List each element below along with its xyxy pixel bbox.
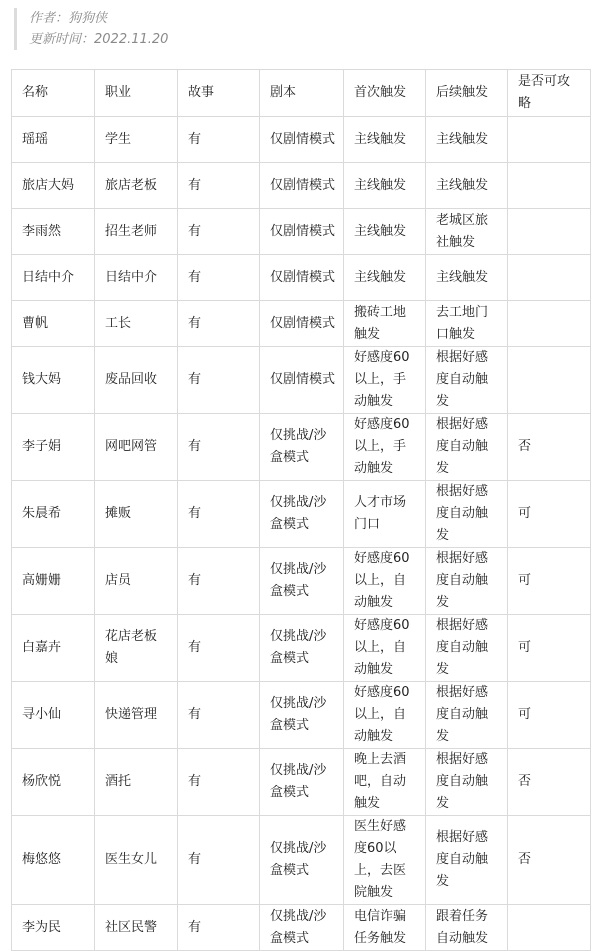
cell-script: 仅挑战/沙盒模式 — [260, 548, 344, 615]
cell-first-trigger: 人才市场门口 — [344, 481, 426, 548]
header-first-trigger: 首次触发 — [344, 70, 426, 117]
cell-name: 白嘉卉 — [12, 615, 95, 682]
table-row — [12, 749, 591, 816]
cell-job: 花店老板娘 — [95, 615, 178, 682]
cell-script: 仅挑战/沙盒模式 — [260, 749, 344, 816]
cell-first-trigger: 好感度60以上，手动触发 — [344, 347, 426, 414]
cell-script: 仅挑战/沙盒模式 — [260, 481, 344, 548]
cell-later-trigger: 去工地门口触发 — [426, 301, 508, 347]
cell-first-trigger: 搬砖工地触发 — [344, 301, 426, 347]
cell-romanceable: 可 — [508, 481, 591, 548]
cell-script: 仅剧情模式 — [260, 163, 344, 209]
table-row — [12, 481, 591, 548]
cell-name: 旅店大妈 — [12, 163, 95, 209]
cell-name: 朱晨希 — [12, 481, 95, 548]
cell-first-trigger: 晚上去酒吧，自动触发 — [344, 749, 426, 816]
cell-script: 仅剧情模式 — [260, 209, 344, 255]
cell-romanceable: 否 — [508, 816, 591, 905]
table-row — [12, 347, 591, 414]
cell-romanceable — [508, 209, 591, 255]
cell-story: 有 — [178, 163, 260, 209]
cell-later-trigger: 根据好感度自动触发 — [426, 347, 508, 414]
cell-job: 招生老师 — [95, 209, 178, 255]
cell-story: 有 — [178, 816, 260, 905]
cell-first-trigger: 主线触发 — [344, 117, 426, 163]
table-row — [12, 682, 591, 749]
cell-job: 摊贩 — [95, 481, 178, 548]
cell-story: 有 — [178, 905, 260, 951]
cell-story: 有 — [178, 347, 260, 414]
cell-romanceable: 否 — [508, 414, 591, 481]
cell-first-trigger: 主线触发 — [344, 255, 426, 301]
cell-script: 仅挑战/沙盒模式 — [260, 414, 344, 481]
cell-later-trigger: 根据好感度自动触发 — [426, 682, 508, 749]
header-job: 职业 — [95, 70, 178, 117]
table-row — [12, 548, 591, 615]
header-name: 名称 — [12, 70, 95, 117]
cell-job: 废品回收 — [95, 347, 178, 414]
cell-name: 李为民 — [12, 905, 95, 951]
cell-job: 学生 — [95, 117, 178, 163]
cell-first-trigger: 主线触发 — [344, 209, 426, 255]
cell-job: 快递管理 — [95, 682, 178, 749]
character-table — [11, 69, 591, 951]
table-row — [12, 816, 591, 905]
header-later-trigger: 后续触发 — [426, 70, 508, 117]
table-row — [12, 301, 591, 347]
cell-romanceable: 可 — [508, 682, 591, 749]
table-row — [12, 117, 591, 163]
table-row — [12, 163, 591, 209]
cell-story: 有 — [178, 209, 260, 255]
cell-name: 李子娟 — [12, 414, 95, 481]
cell-first-trigger: 好感度60以上，自动触发 — [344, 615, 426, 682]
table-row — [12, 615, 591, 682]
cell-name: 钱大妈 — [12, 347, 95, 414]
header-script: 剧本 — [260, 70, 344, 117]
author-line: 作者：狗狗侠 — [29, 11, 108, 26]
cell-story: 有 — [178, 414, 260, 481]
cell-script: 仅挑战/沙盒模式 — [260, 905, 344, 951]
cell-first-trigger: 主线触发 — [344, 163, 426, 209]
cell-story: 有 — [178, 548, 260, 615]
cell-name: 高姗姗 — [12, 548, 95, 615]
cell-romanceable: 可 — [508, 548, 591, 615]
cell-name: 杨欣悦 — [12, 749, 95, 816]
cell-story: 有 — [178, 301, 260, 347]
cell-story: 有 — [178, 481, 260, 548]
cell-later-trigger: 跟着任务自动触发 — [426, 905, 508, 951]
cell-first-trigger: 好感度60以上，自动触发 — [344, 682, 426, 749]
cell-name: 寻小仙 — [12, 682, 95, 749]
cell-script: 仅剧情模式 — [260, 117, 344, 163]
cell-job: 旅店老板 — [95, 163, 178, 209]
cell-job: 医生女儿 — [95, 816, 178, 905]
cell-romanceable — [508, 905, 591, 951]
cell-later-trigger: 老城区旅社触发 — [426, 209, 508, 255]
cell-story: 有 — [178, 682, 260, 749]
cell-romanceable — [508, 255, 591, 301]
cell-later-trigger: 根据好感度自动触发 — [426, 749, 508, 816]
cell-job: 店员 — [95, 548, 178, 615]
cell-later-trigger: 主线触发 — [426, 117, 508, 163]
cell-romanceable — [508, 117, 591, 163]
cell-name: 曹帆 — [12, 301, 95, 347]
cell-later-trigger: 根据好感度自动触发 — [426, 414, 508, 481]
cell-story: 有 — [178, 615, 260, 682]
cell-romanceable — [508, 163, 591, 209]
cell-job: 网吧网管 — [95, 414, 178, 481]
cell-story: 有 — [178, 117, 260, 163]
cell-name: 李雨然 — [12, 209, 95, 255]
cell-later-trigger: 根据好感度自动触发 — [426, 615, 508, 682]
article-meta — [14, 8, 229, 50]
cell-story: 有 — [178, 255, 260, 301]
cell-job: 酒托 — [95, 749, 178, 816]
cell-later-trigger: 根据好感度自动触发 — [426, 548, 508, 615]
header-story: 故事 — [178, 70, 260, 117]
cell-romanceable: 否 — [508, 749, 591, 816]
cell-first-trigger: 好感度60以上，手动触发 — [344, 414, 426, 481]
cell-job: 工长 — [95, 301, 178, 347]
cell-first-trigger: 医生好感度60以上，去医院触发 — [344, 816, 426, 905]
table-row — [12, 414, 591, 481]
cell-later-trigger: 主线触发 — [426, 163, 508, 209]
cell-romanceable — [508, 301, 591, 347]
cell-script: 仅剧情模式 — [260, 301, 344, 347]
cell-name: 瑶瑶 — [12, 117, 95, 163]
cell-script: 仅剧情模式 — [260, 255, 344, 301]
cell-romanceable — [508, 347, 591, 414]
cell-first-trigger: 好感度60以上，自动触发 — [344, 548, 426, 615]
cell-job: 日结中介 — [95, 255, 178, 301]
table-row — [12, 209, 591, 255]
cell-romanceable: 可 — [508, 615, 591, 682]
table-header-row — [12, 70, 591, 117]
cell-story: 有 — [178, 749, 260, 816]
cell-script: 仅挑战/沙盒模式 — [260, 682, 344, 749]
cell-later-trigger: 根据好感度自动触发 — [426, 481, 508, 548]
table-row — [12, 255, 591, 301]
header-romanceable: 是否可攻略 — [508, 70, 591, 117]
cell-later-trigger: 根据好感度自动触发 — [426, 816, 508, 905]
cell-script: 仅挑战/沙盒模式 — [260, 615, 344, 682]
cell-later-trigger: 主线触发 — [426, 255, 508, 301]
update-time-line: 更新时间：2022.11.20 — [29, 32, 169, 47]
cell-job: 社区民警 — [95, 905, 178, 951]
cell-script: 仅剧情模式 — [260, 347, 344, 414]
table-row — [12, 905, 591, 951]
cell-name: 日结中介 — [12, 255, 95, 301]
cell-first-trigger: 电信诈骗任务触发 — [344, 905, 426, 951]
cell-script: 仅挑战/沙盒模式 — [260, 816, 344, 905]
cell-name: 梅悠悠 — [12, 816, 95, 905]
